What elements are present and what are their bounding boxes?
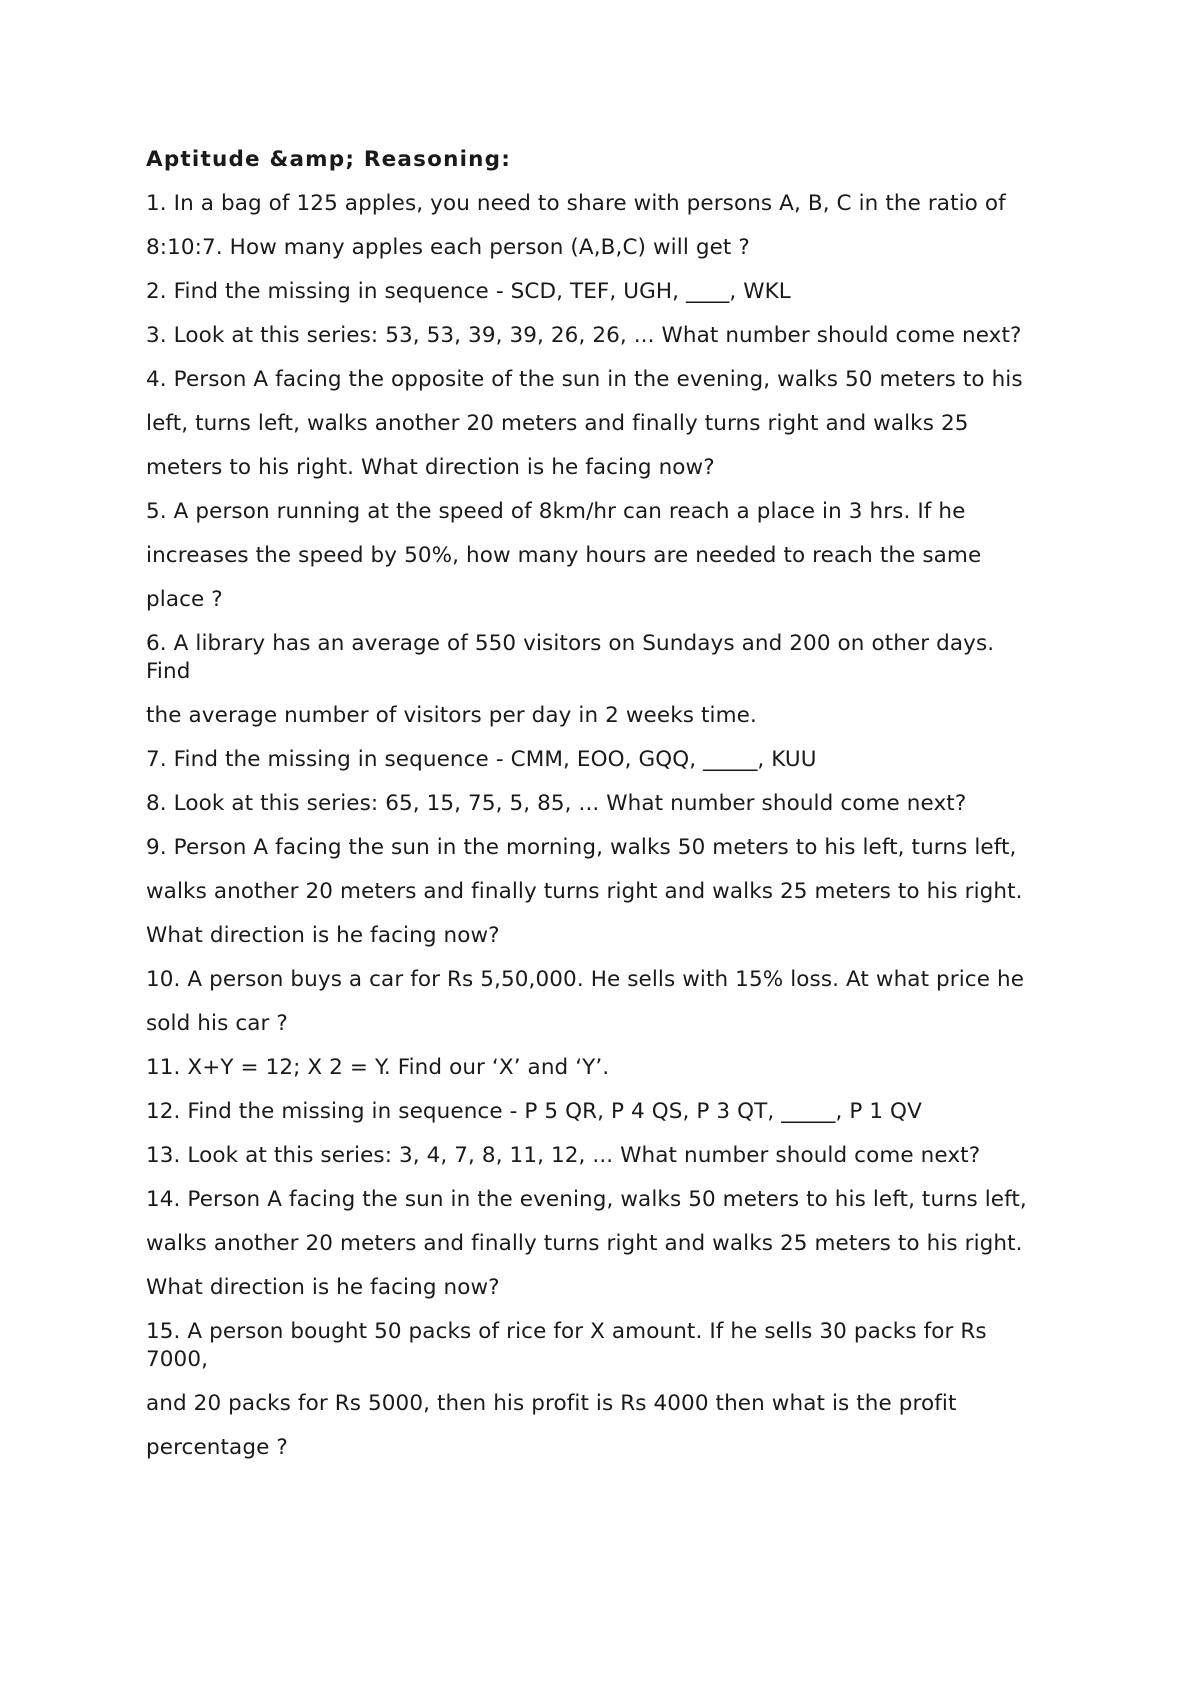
text-line: 13. Look at this series: 3, 4, 7, 8, 11, 12, ... What number should come next? bbox=[146, 1143, 981, 1168]
text-line: 8:10:7. How many apples each person (A,B,C) will get ? bbox=[146, 235, 750, 260]
text-line: 7000, bbox=[146, 1347, 209, 1372]
text-line: 11. X+Y = 12; X 2 = Y. Find our ‘X’ and ‘Y’. bbox=[146, 1055, 610, 1080]
text-line: 4. Person A facing the opposite of the sun in the evening, walks 50 meters to his bbox=[146, 367, 1023, 392]
text-line: What direction is he facing now? bbox=[146, 923, 500, 948]
text-line: and 20 packs for Rs 5000, then his profit is Rs 4000 then what is the profit bbox=[146, 1391, 957, 1416]
text-line: left, turns left, walks another 20 meters and finally turns right and walks 25 bbox=[146, 411, 969, 436]
text-line: 3. Look at this series: 53, 53, 39, 39, 26, 26, ... What number should come next? bbox=[146, 323, 1022, 348]
text-line: 5. A person running at the speed of 8km/hr can reach a place in 3 hrs. If he bbox=[146, 499, 966, 524]
text-line: 8. Look at this series: 65, 15, 75, 5, 85, ... What number should come next? bbox=[146, 791, 967, 816]
text-line: 10. A person buys a car for Rs 5,50,000. He sells with 15% loss. At what price he bbox=[146, 967, 1025, 992]
document-body bbox=[146, 146, 1076, 1478]
text-line: the average number of visitors per day in 2 weeks time. bbox=[146, 703, 757, 728]
text-line: walks another 20 meters and finally turns right and walks 25 meters to his right. bbox=[146, 879, 1023, 904]
text-line: 15. A person bought 50 packs of rice for X amount. If he sells 30 packs for Rs bbox=[146, 1319, 987, 1344]
text-line: What direction is he facing now? bbox=[146, 1275, 500, 1300]
document-heading: Aptitude &amp; Reasoning: bbox=[146, 147, 512, 172]
text-line: 6. A library has an average of 550 visitors on Sundays and 200 on other days. bbox=[146, 631, 995, 656]
text-line: Find bbox=[146, 659, 191, 684]
text-line: 14. Person A facing the sun in the evening, walks 50 meters to his left, turns left, bbox=[146, 1187, 1027, 1212]
text-line: percentage ? bbox=[146, 1435, 288, 1460]
text-line: sold his car ? bbox=[146, 1011, 288, 1036]
text-line: increases the speed by 50%, how many hours are needed to reach the same bbox=[146, 543, 982, 568]
text-line: 2. Find the missing in sequence - SCD, TEF, UGH, ____, WKL bbox=[146, 279, 791, 304]
text-line: 12. Find the missing in sequence - P 5 QR, P 4 QS, P 3 QT, _____, P 1 QV bbox=[146, 1099, 922, 1124]
text-line: 7. Find the missing in sequence - CMM, EOO, GQQ, _____, KUU bbox=[146, 747, 817, 772]
text-line: 9. Person A facing the sun in the morning, walks 50 meters to his left, turns left, bbox=[146, 835, 1017, 860]
text-line: walks another 20 meters and finally turns right and walks 25 meters to his right. bbox=[146, 1231, 1023, 1256]
text-line: meters to his right. What direction is he facing now? bbox=[146, 455, 715, 480]
text-line: 1. In a bag of 125 apples, you need to share with persons A, B, C in the ratio of bbox=[146, 191, 1006, 216]
text-line: place ? bbox=[146, 587, 223, 612]
